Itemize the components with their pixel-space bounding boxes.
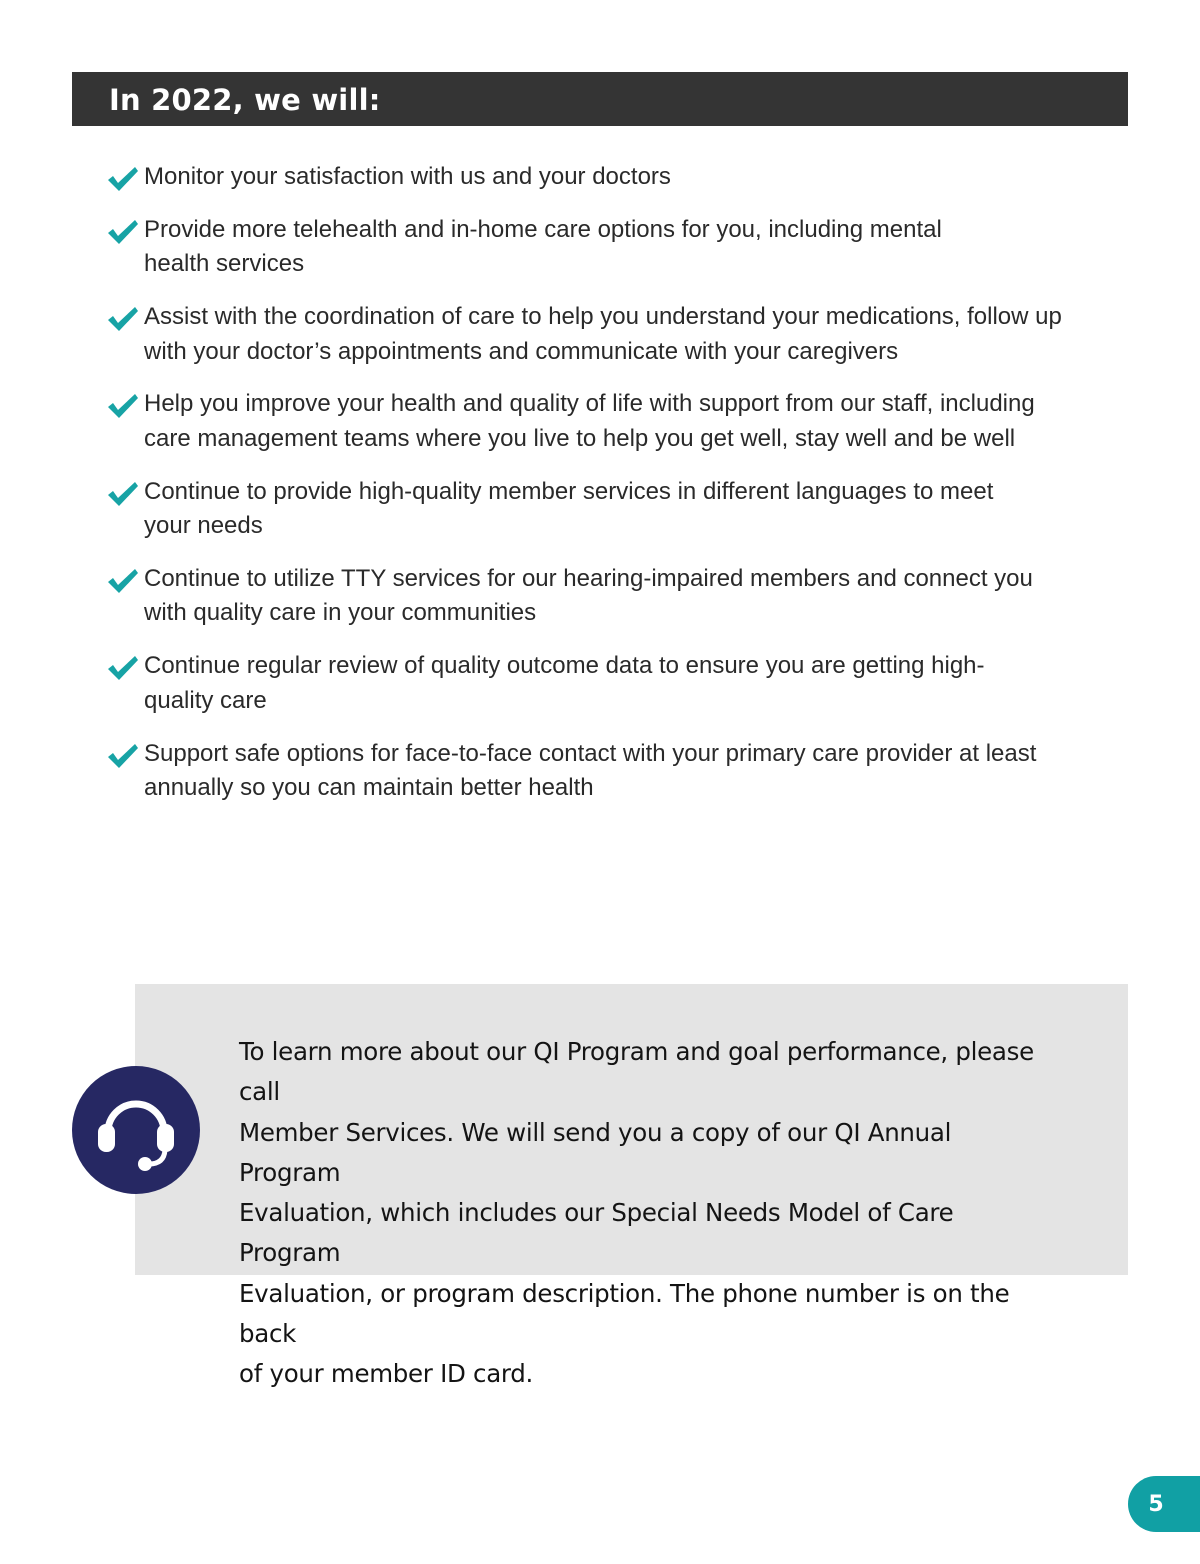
goal-text-line: quality care	[144, 686, 267, 714]
goal-text-line: Continue to utilize TTY services for our hearing-impaired members and connect you	[144, 564, 1033, 592]
info-text-line: of your member ID card.	[239, 1359, 534, 1389]
checkmark-icon	[106, 305, 140, 333]
goal-text-line: with quality care in your communities	[144, 599, 537, 627]
info-text-line: To learn more about our QI Program and goal performance, please call	[239, 1037, 1034, 1107]
member-services-info-box	[135, 984, 1128, 1389]
headset-icon	[72, 1066, 200, 1194]
checkmark-icon	[106, 480, 140, 508]
info-text-line: Evaluation, which includes our Special Needs Model of Care Program	[239, 1198, 954, 1268]
checkmark-icon	[106, 392, 140, 420]
list-item	[106, 475, 1106, 544]
goal-text-line: Monitor your satisfaction with us and your doctors	[144, 163, 671, 190]
goal-text-line: health services	[144, 250, 305, 278]
info-text	[239, 1032, 1059, 1395]
goal-text-line: Help you improve your health and quality of life with support from our staff, including	[144, 390, 1035, 418]
page-number: 5	[1148, 1492, 1164, 1517]
list-item	[106, 160, 1106, 195]
checkmark-icon	[106, 742, 140, 770]
list-item	[106, 562, 1106, 631]
section-header	[72, 72, 1128, 126]
list-item	[106, 213, 1106, 282]
goal-text-line: Continue to provide high-quality member services in different languages to meet	[144, 477, 994, 505]
goal-text-line: with your doctor’s appointments and communicate with your caregivers	[144, 337, 899, 365]
section-title: In 2022, we will:	[109, 83, 381, 117]
goals-list	[106, 160, 1106, 824]
list-item	[106, 649, 1106, 718]
checkmark-icon	[106, 218, 140, 246]
goal-text-line: care management teams where you live to help you get well, stay well and be well	[144, 424, 1016, 452]
goal-text-line: Assist with the coordination of care to help you understand your medications, follow up	[144, 303, 1062, 331]
goal-text-line: Support safe options for face-to-face contact with your primary care provider at least	[144, 739, 1037, 767]
page-number-tab	[1128, 1476, 1200, 1532]
info-text-line: Evaluation, or program description. The phone number is on the back	[239, 1278, 1010, 1349]
checkmark-icon	[106, 567, 140, 595]
info-text-line: Member Services. We will send you a copy of our QI Annual Program	[239, 1117, 952, 1187]
checkmark-icon	[106, 165, 140, 193]
goal-text-line: Provide more telehealth and in-home care options for you, including mental	[144, 215, 942, 243]
list-item	[106, 387, 1106, 456]
goal-text-line: Continue regular review of quality outcome data to ensure you are getting high-	[144, 652, 985, 680]
list-item	[106, 737, 1106, 806]
list-item	[106, 300, 1106, 369]
checkmark-icon	[106, 654, 140, 682]
goal-text-line: annually so you can maintain better health	[144, 774, 594, 802]
goal-text-line: your needs	[144, 512, 263, 540]
